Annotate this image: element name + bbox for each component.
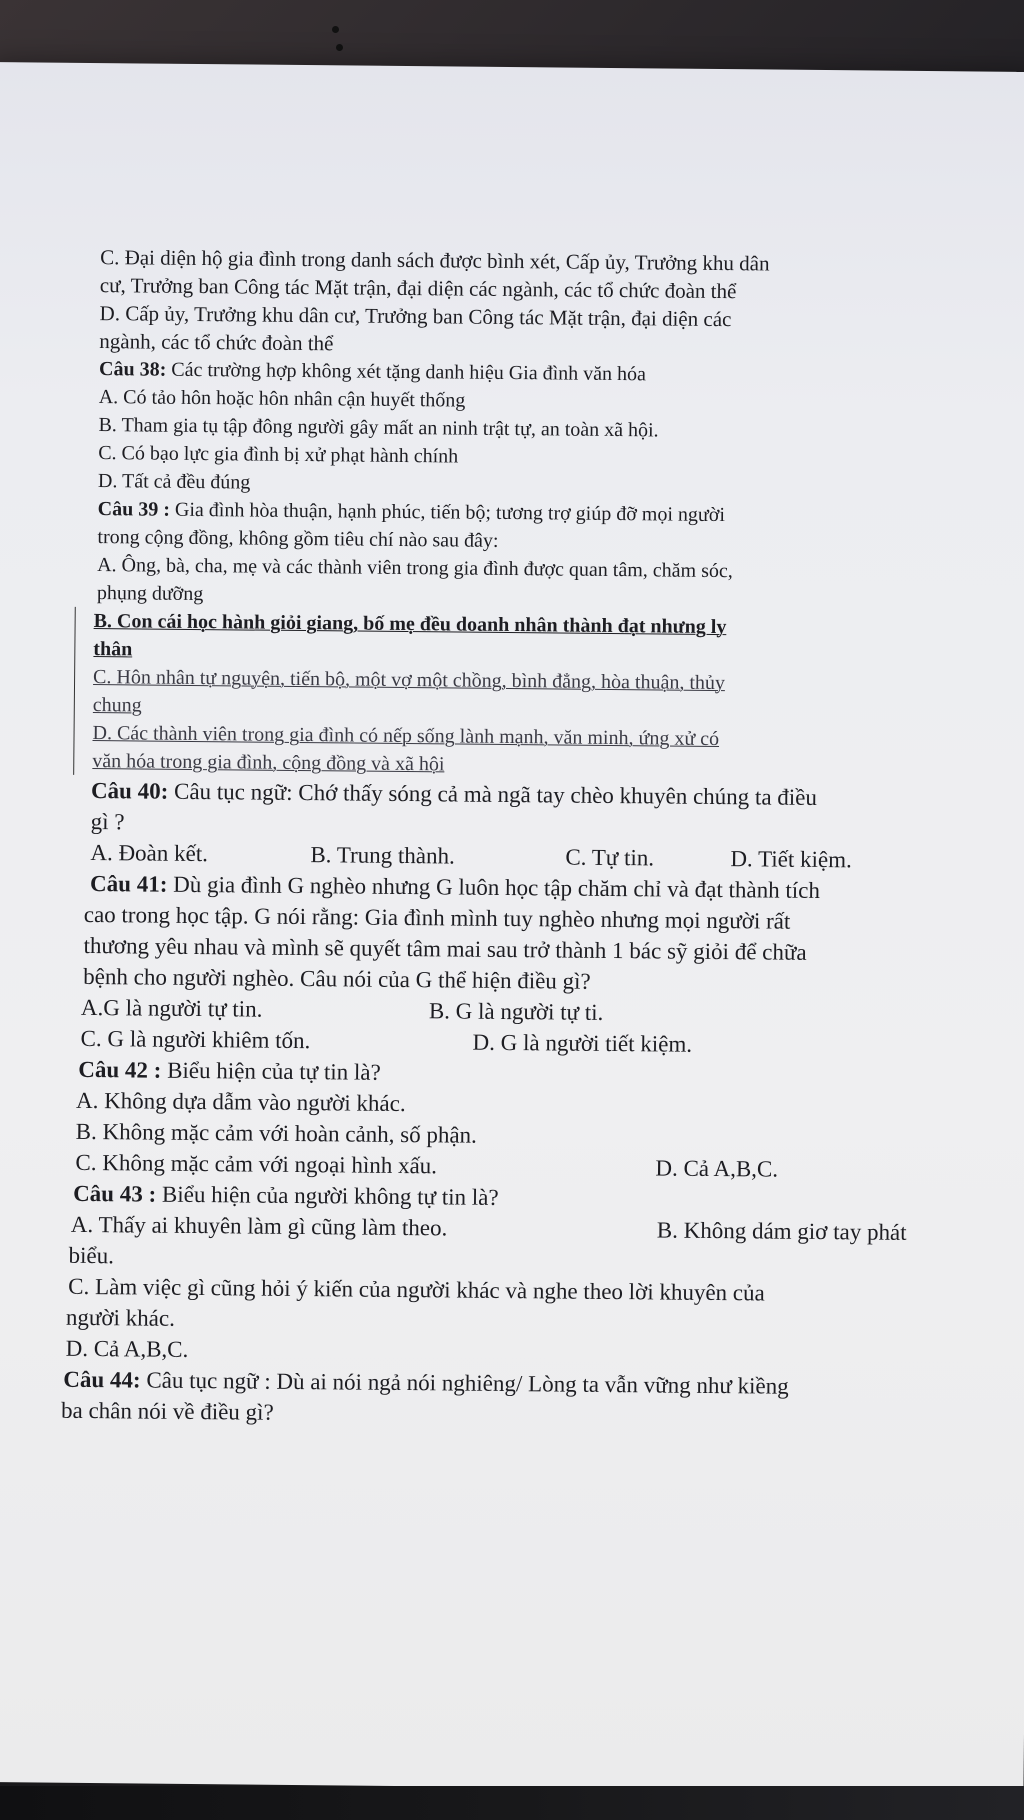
text-line: chung (92, 694, 142, 717)
highlighted-options (73, 607, 967, 784)
answer-option: B. Không dám giơ tay phát (656, 1217, 907, 1245)
answer-option: C. Không mặc cảm với ngoại hình xấu. (75, 1149, 438, 1179)
question-text: Câu tục ngữ : Dù ai nói ngả nói nghiêng/ Lòng ta vẫn vững như kiềng (140, 1367, 789, 1399)
text-line: C. Đại diện hộ gia đình trong danh sách được bình xét, Cấp ủy, Trưởng khu dân (100, 245, 770, 276)
text-line: trong cộng đồng, không gồm tiêu chí nào sau đây: (97, 526, 499, 552)
question-label: Câu 42 : (78, 1056, 162, 1083)
text-line: văn hóa trong gia đình, cộng đồng và xã hội (92, 750, 445, 776)
question-label: Câu 44: (63, 1366, 141, 1393)
text-line: ngành, các tổ chức đoàn thể (99, 329, 334, 356)
background-edge (0, 1786, 1024, 1820)
question-text: Biểu hiện của tự tin là? (161, 1057, 381, 1085)
answer-option: B. Tham gia tụ tập đông người gây mất an ninh trật tự, an toàn xã hội. (98, 414, 659, 442)
question-text: Biểu hiện của người không tự tin là? (156, 1181, 499, 1210)
text-line: thân (93, 638, 133, 661)
document-text (60, 243, 970, 1434)
question-label: Câu 38: (98, 358, 167, 381)
answer-option: A. Đoàn kết. (90, 840, 209, 867)
question-text: Gia đình hòa thuận, hạnh phúc, tiến bộ; tương trợ giúp đỡ mọi người (169, 498, 726, 527)
answer-option: B. Con cái học hành giỏi giang, bố mẹ đều doanh nhân thành đạt nhưng ly (93, 610, 727, 639)
background-spot (332, 26, 339, 33)
answer-option: D. Cả A,B,C. (655, 1155, 779, 1182)
answer-option: C. Có bạo lực gia đình bị xử phạt hành chính (98, 442, 459, 468)
answer-option: D. Cả A,B,C. (65, 1335, 189, 1362)
question-text: Dù gia đình G nghèo nhưng G luôn học tập chăm chỉ và đạt thành tích (167, 871, 821, 904)
answer-option: A. Không dựa dẫm vào người khác. (75, 1087, 406, 1117)
question-label: Câu 40: (90, 778, 169, 804)
text-line: biểu. (68, 1242, 115, 1269)
answer-option: A. Ông, bà, cha, mẹ và các thành viên trong gia đình được quan tâm, chăm sóc, (97, 554, 733, 583)
text-line: phụng dưỡng (96, 582, 204, 606)
answer-option: D. Các thành viên trong gia đình có nếp sống lành mạnh, văn minh, ứng xử có (92, 722, 720, 751)
question-text: Câu tục ngữ: Chớ thấy sóng cả mà ngã tay chèo khuyên chúng ta điều (168, 778, 818, 810)
text-line: D. Cấp ủy, Trưởng khu dân cư, Trưởng ban Công tác Mặt trận, đại diện các (99, 301, 732, 332)
answer-option: C. Hôn nhân tự nguyện, tiến bộ, một vợ một chồng, bình đẳng, hòa thuận, thủy (92, 666, 726, 695)
answer-option: C. Làm việc gì cũng hỏi ý kiến của người khác và nghe theo lời khuyên của (68, 1273, 765, 1306)
question-label: Câu 41: (89, 870, 168, 897)
document-page (0, 62, 1024, 1792)
text-line: gì ? (90, 809, 125, 835)
answer-option: B. Không mặc cảm với hoàn cảnh, số phận. (75, 1118, 477, 1148)
answer-option: D. Tất cả đều đúng (97, 470, 251, 494)
answer-option: A. Thấy ai khuyên làm gì cũng làm theo. (70, 1211, 448, 1241)
text-line: cao trong học tập. G nói rằng: Gia đình mình tuy nghèo nhưng mọi người rất (83, 901, 791, 934)
larger-section (60, 775, 965, 1434)
question-text: Các trường hợp không xét tặng danh hiệu Gia đình văn hóa (166, 358, 647, 386)
background-spot (336, 44, 343, 51)
question-label: Câu 39 : (97, 498, 171, 521)
answer-option: A. Có tảo hôn hoặc hôn nhân cận huyết thống (98, 386, 466, 412)
answer-option: B. G là người tự ti. (428, 998, 604, 1025)
answer-option: A.G là người tự tin. (80, 994, 263, 1022)
text-line: bệnh cho người nghèo. Câu nói của G thể hiện điều gì? (83, 963, 591, 994)
text-line: thương yêu nhau và mình sẽ quyết tâm mai sau trở thành 1 bác sỹ giỏi để chữa (83, 932, 807, 965)
answer-option: C. Tự tin. (565, 844, 655, 871)
answer-option: B. Trung thành. (310, 842, 455, 869)
answer-option: D. Tiết kiệm. (730, 846, 852, 873)
text-line: cư, Trưởng ban Công tác Mặt trận, đại diện các ngành, các tổ chức đoàn thể (99, 273, 737, 304)
answer-option: C. G là người khiêm tốn. (80, 1025, 311, 1054)
question-label: Câu 43 : (73, 1180, 157, 1207)
text-line: người khác. (65, 1304, 176, 1331)
text-line: ba chân nói về điều gì? (60, 1397, 274, 1425)
answer-option: D. G là người tiết kiệm. (472, 1029, 693, 1057)
